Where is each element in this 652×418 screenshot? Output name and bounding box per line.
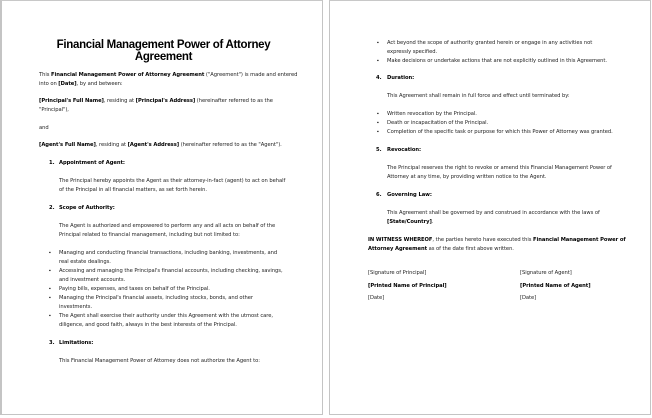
text: into on	[39, 81, 59, 87]
bullet-icon: ▪	[49, 295, 51, 301]
section-5-number: 5.	[376, 147, 382, 153]
bullet-icon: ▪	[49, 286, 51, 292]
principal-printed-name: [Printed Name of Principal]	[368, 283, 447, 289]
section-6-heading: Governing Law:	[387, 192, 432, 198]
text: ("Agreement") is made and entered	[204, 72, 298, 78]
section-3-number: 3.	[49, 340, 55, 346]
document-title-line-1: Financial Management Power of Attorney	[56, 39, 271, 51]
bullet-icon: ▪	[377, 58, 379, 64]
section-1-body-line-2: of the Principal in all financial matters, as set forth herein.	[59, 187, 207, 193]
agreement-name: Attorney Agreement	[368, 246, 428, 252]
agent-name-placeholder: [Agent's Full Name]	[39, 142, 96, 148]
list-item: The Agent shall exercise their authority under this Agreement with the utmost care,	[59, 313, 273, 319]
bullet-icon: ▪	[49, 250, 51, 256]
principal-name-placeholder: [Principal's Full Name]	[39, 98, 104, 104]
text: (hereinafter referred to as the	[195, 98, 273, 104]
witness-line-1	[368, 236, 626, 245]
list-item: Paying bills, expenses, and taxes on behalf of the Principal.	[59, 286, 210, 292]
section-6-number: 6.	[376, 192, 382, 198]
section-3-heading: Limitations:	[59, 340, 94, 346]
agreement-name: Financial Management Power of	[533, 237, 626, 243]
bullet-icon: ▪	[377, 111, 379, 117]
list-item: Managing the Principal's financial assets, including stocks, bonds, and other	[59, 295, 253, 301]
bullet-icon: ▪	[377, 40, 379, 46]
document-page-2	[329, 0, 651, 415]
agent-printed-name: [Printed Name of Agent]	[520, 283, 591, 289]
section-6-body-line-1: This Agreement shall be governed by and construed in accordance with the laws of	[387, 210, 600, 216]
agreement-name: Financial Management Power of Attorney Agreement	[51, 72, 205, 78]
and-text: and	[39, 125, 49, 131]
agent-line	[39, 141, 282, 150]
principal-line-2: "Principal"),	[39, 107, 69, 113]
list-item-continued: investments.	[59, 304, 93, 310]
section-1-body-line-1: The Principal hereby appoints the Agent as their attorney-in-fact (agent) to act on behalf	[59, 178, 286, 184]
section-3-body-line-1: This Financial Management Power of Attorney does not authorize the Agent to:	[59, 358, 260, 364]
agent-address-placeholder: [Agent's Address]	[127, 142, 180, 148]
list-item-continued: expressly specified.	[387, 49, 438, 55]
section-5-body-line-2: Attorney at any time, by providing written notice to the Agent.	[387, 174, 547, 180]
list-item: Make decisions or undertake actions that are not explicitly outlined in this Agreement.	[387, 58, 607, 64]
section-2-body-line-1: The Agent is authorized and empowered to perform any and all acts on behalf of the	[59, 223, 276, 229]
principal-address-placeholder: [Principal's Address]	[135, 98, 196, 104]
jurisdiction-placeholder: [State/Country]	[387, 219, 432, 225]
list-item: Written revocation by the Principal.	[387, 111, 477, 117]
bullet-icon: ▪	[377, 120, 379, 126]
section-2-heading: Scope of Authority:	[59, 205, 115, 211]
section-4-heading: Duration:	[387, 75, 415, 81]
list-item: Act beyond the scope of authority granted herein or engage in any activities not	[387, 40, 593, 46]
list-item: Death or incapacitation of the Principal.	[387, 120, 489, 126]
text: , residing at	[103, 98, 136, 104]
bullet-icon: ▪	[49, 268, 51, 274]
section-2-body-line-2: Principal related to financial management, including but not limited to:	[59, 232, 240, 238]
text: This	[39, 72, 51, 78]
document-page-1	[0, 0, 323, 415]
section-4-body-line-1: This Agreement shall remain in full force and effect until terminated by:	[387, 93, 570, 99]
list-item: Completion of the specific task or purpose for which this Power of Attorney was granted.	[387, 129, 613, 135]
agent-date: [Date]	[520, 295, 537, 301]
agent-signature-line: [Signature of Agent]	[520, 270, 572, 276]
text: , by and between:	[76, 81, 123, 87]
text: , the parties hereto have executed this	[432, 237, 534, 243]
text: as of the date first above written.	[427, 246, 514, 252]
date-placeholder: [Date]	[58, 81, 77, 87]
intro-paragraph-line-1	[39, 71, 297, 80]
section-4-number: 4.	[376, 75, 382, 81]
witness-line-2	[368, 245, 514, 254]
list-item-continued: and investment accounts.	[59, 277, 126, 283]
section-6-body-line-2	[387, 218, 433, 227]
principal-date: [Date]	[368, 295, 385, 301]
intro-paragraph-line-2	[39, 80, 123, 89]
text: .	[431, 219, 434, 225]
witness-heading: IN WITNESS WHEREOF	[368, 237, 433, 243]
section-5-heading: Revocation:	[387, 147, 422, 153]
list-item-continued: diligence, and good faith, always in the best interests of the Principal.	[59, 322, 237, 328]
document-title-line-2: Agreement	[134, 51, 193, 63]
section-1-number: 1.	[49, 160, 55, 166]
list-item: Accessing and managing the Principal's financial accounts, including checking, savings,	[59, 268, 283, 274]
text: , residing at	[95, 142, 128, 148]
section-2-number: 2.	[49, 205, 55, 211]
text: (hereinafter referred to as the "Agent").	[179, 142, 282, 148]
list-item: Managing and conducting financial transactions, including banking, investments, and	[59, 250, 278, 256]
principal-signature-line: [Signature of Principal]	[368, 270, 427, 276]
section-5-body-line-1: The Principal reserves the right to revoke or amend this Financial Management Power of	[387, 165, 612, 171]
list-item-continued: real estate dealings.	[59, 259, 111, 265]
bullet-icon: ▪	[49, 313, 51, 319]
principal-line-1	[39, 97, 273, 106]
bullet-icon: ▪	[377, 129, 379, 135]
section-1-heading: Appointment of Agent:	[59, 160, 125, 166]
